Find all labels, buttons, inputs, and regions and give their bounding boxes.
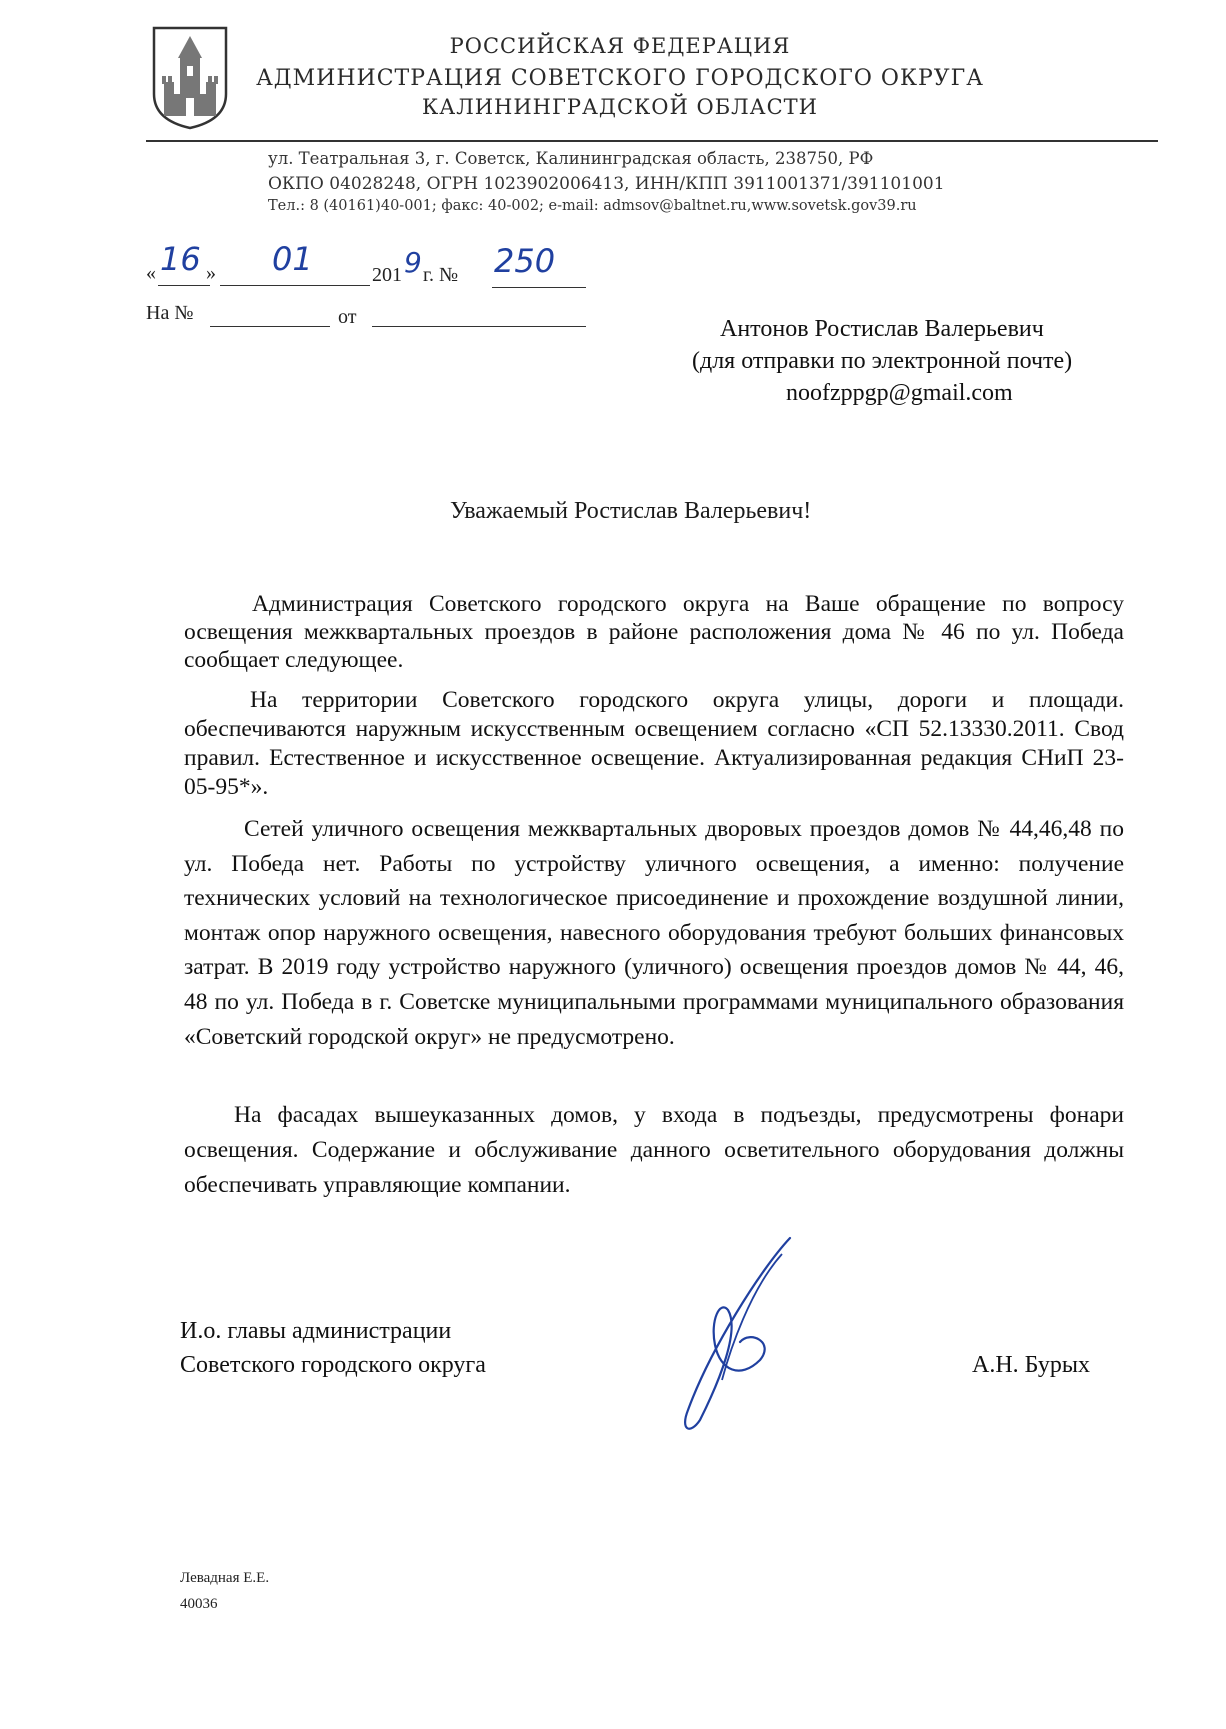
body-paragraph-3-text: Сетей уличного освещения межквартальных дворовых проездов домов № 44,46,48 по ул. Победа нет. Работы по устройству уличного освещения, а именно: получение технических условий на технологическое присоединение и прохождение воздушной линии, монтаж опор наружного освещения, навесного оборудования требуют больших финансовых затрат. В 2019 году устройство наружного (уличного) освещения проездов домов № 44, 46, 48 по ул. Победа в г. Советске муниципальными программами муниципального образования «Советский городской округ» не предусмотрено. [184, 816, 1124, 1050]
header-phones: Тел.: 8 (40161)40-001; факс: 40-002; e-mail: admsov@baltnet.ru,www.sovetsk.gov39.ru [268, 198, 917, 214]
from-underline [372, 326, 586, 327]
handwritten-signature [670, 1230, 820, 1440]
body-paragraph-1 [184, 590, 1124, 674]
month-underline [220, 285, 370, 286]
number-underline [492, 287, 586, 288]
body-paragraph-1-text: Администрация Советского городского округа на Ваше обращение по вопросу освещения межквартальных проездов в районе расположения дома № 46 по ул. Победа сообщает следующее. [184, 591, 1124, 673]
day-underline [158, 285, 210, 286]
header-country: РОССИЙСКАЯ ФЕДЕРАЦИЯ [449, 34, 791, 58]
registration-month: 01 [272, 240, 313, 278]
body-paragraph-2 [184, 686, 1124, 802]
year-digit: 9 [404, 246, 422, 279]
addressee-name: Антонов Ростислав Валерьевич [720, 316, 1044, 342]
executor-name: Левадная Е.Е. [180, 1570, 270, 1586]
signer-title-line1: И.о. главы администрации [180, 1318, 452, 1344]
body-paragraph-2-text: На территории Советского городского округа улицы, дороги и площади. обеспечиваются наружным искусственным освещением согласно «СП 52.13330.2011. Свод правил. Естественное и искусственное освещение. Актуализированная редакция СНиП 23-05-95*». [184, 687, 1124, 800]
year-prefix: 201 [372, 264, 402, 286]
salutation: Уважаемый Ростислав Валерьевич! [450, 498, 812, 524]
ref-label: На № [146, 302, 194, 324]
executor-phone: 40036 [180, 1596, 218, 1612]
body-paragraph-4 [184, 1098, 1124, 1203]
close-quote: » [206, 262, 216, 284]
from-label: от [338, 306, 357, 328]
body-paragraph-4-text: На фасадах вышеуказанных домов, у входа в подъезды, предусмотрены фонари освещения. Содержание и обслуживание данного осветительного оборудования должны обеспечивать управляющие компании. [184, 1102, 1124, 1198]
addressee-email: noofzppgp@gmail.com [786, 380, 1013, 406]
registration-day: 16 [160, 240, 201, 278]
header-address: ул. Театральная 3, г. Советск, Калининградская область, 238750, РФ [268, 149, 874, 168]
body-paragraph-3 [184, 812, 1124, 1054]
header-divider [146, 140, 1158, 142]
header-administration: АДМИНИСТРАЦИЯ СОВЕТСКОГО ГОРОДСКОГО ОКРУГА [256, 66, 984, 91]
addressee-note: (для отправки по электронной почте) [692, 348, 1073, 374]
signer-title-line2: Советского городского округа [180, 1352, 486, 1378]
registration-number: 250 [494, 242, 556, 280]
header-codes: ОКПО 04028248, ОГРН 1023902006413, ИНН/КПП 3911001371/391101001 [268, 174, 945, 194]
header-region: КАЛИНИНГРАДСКОЙ ОБЛАСТИ [422, 95, 818, 119]
ref-underline [210, 326, 330, 327]
signer-name: А.Н. Бурых [972, 1352, 1090, 1378]
year-suffix: г. № [423, 264, 459, 286]
open-quote: « [146, 262, 156, 284]
